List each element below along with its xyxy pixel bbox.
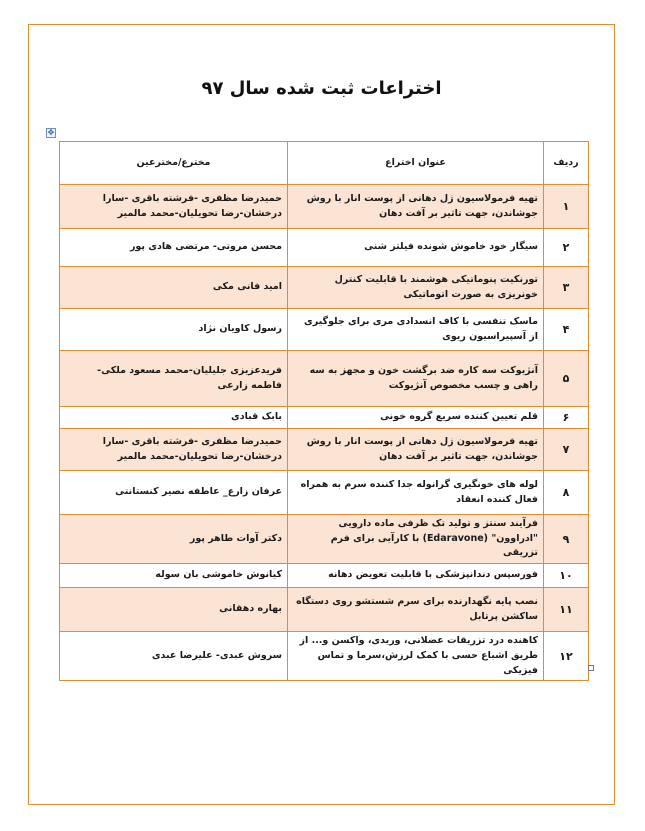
table-row [60, 229, 589, 267]
header-index: ردیف [544, 142, 589, 185]
row-title: قلم تعیین کننده سریع گروه خونی [288, 407, 544, 429]
table-header-row [60, 142, 589, 185]
row-index: ۱۰ [544, 564, 589, 588]
table-row [60, 267, 589, 309]
row-inventors: کیانوش خاموشی بان سوله [60, 564, 288, 588]
row-inventors: حمیدرضا مظفری -فرشته باقری -سارا درخشان-رضا تحویلیان-محمد مالمیر [60, 185, 288, 229]
row-index: ۴ [544, 309, 589, 351]
row-index: ۹ [544, 515, 589, 564]
row-inventors: فریدعزیزی جلیلیان-محمد مسعود ملکی- فاطمه زارعی [60, 351, 288, 407]
row-index: ۷ [544, 429, 589, 471]
table-row [60, 185, 589, 229]
table-row [60, 632, 589, 681]
table-row [60, 515, 589, 564]
row-title: تهیه فرمولاسیون ژل دهانی از پوست انار با روش جوشاندن، جهت تاثیر بر آفت دهان [288, 429, 544, 471]
row-inventors: بابک قبادی [60, 407, 288, 429]
table-row [60, 588, 589, 632]
row-inventors: بهاره دهقانی [60, 588, 288, 632]
row-inventors: حمیدرضا مظفری -فرشته باقری -سارا درخشان-رضا تحویلیان-محمد مالمیر [60, 429, 288, 471]
row-title: لوله های خونگیری گرانوله جدا کننده سرم به همراه فعال کننده انعقاد [288, 471, 544, 515]
row-index: ۱ [544, 185, 589, 229]
table-row [60, 351, 589, 407]
table-row [60, 407, 589, 429]
table-row [60, 471, 589, 515]
table-row [60, 309, 589, 351]
table-row [60, 564, 589, 588]
row-inventors: دکتر آوات طاهر پور [60, 515, 288, 564]
table-move-handle-icon[interactable]: ✥ [47, 128, 55, 137]
table-row [60, 429, 589, 471]
row-inventors: عرفان زارع_ عاطفه نصیر کنستانتی [60, 471, 288, 515]
row-index: ۸ [544, 471, 589, 515]
row-title: فورسپس دندانپزشکی با قابلیت تعویض دهانه [288, 564, 544, 588]
row-index: ۶ [544, 407, 589, 429]
row-title: تهیه فرمولاسیون ژل دهانی از پوست انار با روش جوشاندن، جهت تاثیر بر آفت دهان [288, 185, 544, 229]
row-index: ۵ [544, 351, 589, 407]
row-inventors: امید فانی مکی [60, 267, 288, 309]
row-index: ۱۱ [544, 588, 589, 632]
row-inventors: سروش عبدی- علیرضا عبدی [60, 632, 288, 681]
row-inventors: محسن مروتی- مرتضی هادی پور [60, 229, 288, 267]
row-title: تورنکیت پنوماتیکی هوشمند با قابلیت کنترل خونریزی به صورت اتوماتیکی [288, 267, 544, 309]
row-title: سیگار خود خاموش شونده فیلتر شنی [288, 229, 544, 267]
header-title: عنوان اختراع [288, 142, 544, 185]
row-index: ۱۲ [544, 632, 589, 681]
page-title: اختراعات ثبت شده سال ۹۷ [201, 78, 442, 99]
row-title: فرآیند سنتز و تولید تک ظرفی ماده دارویی "ادراوون" (Edaravone) با کارآیی برای فرم تزریقی [288, 515, 544, 564]
row-title: آنژیوکت سه کاره ضد برگشت خون و مجهز به سه راهی و چسب مخصوص آنژیوکت [288, 351, 544, 407]
row-index: ۳ [544, 267, 589, 309]
table-resize-handle[interactable] [588, 665, 594, 671]
row-title: نصب پایه نگهدارنده برای سرم شستشو روی دستگاه ساکشن پرتابل [288, 588, 544, 632]
row-index: ۲ [544, 229, 589, 267]
row-title: ماسک تنفسی با کاف انسدادی مری برای جلوگیری از آسپیراسیون ریوی [288, 309, 544, 351]
row-inventors: رسول کاویان نژاد [60, 309, 288, 351]
row-title: کاهنده درد تزریقات عضلانی، وریدی، واکسن و... از طریق اشباع حسی با کمک لرزش،سرما و تماس فیزیکی [288, 632, 544, 681]
inventions-table [59, 141, 589, 681]
header-inventors: مخترع/مخترعین [60, 142, 288, 185]
